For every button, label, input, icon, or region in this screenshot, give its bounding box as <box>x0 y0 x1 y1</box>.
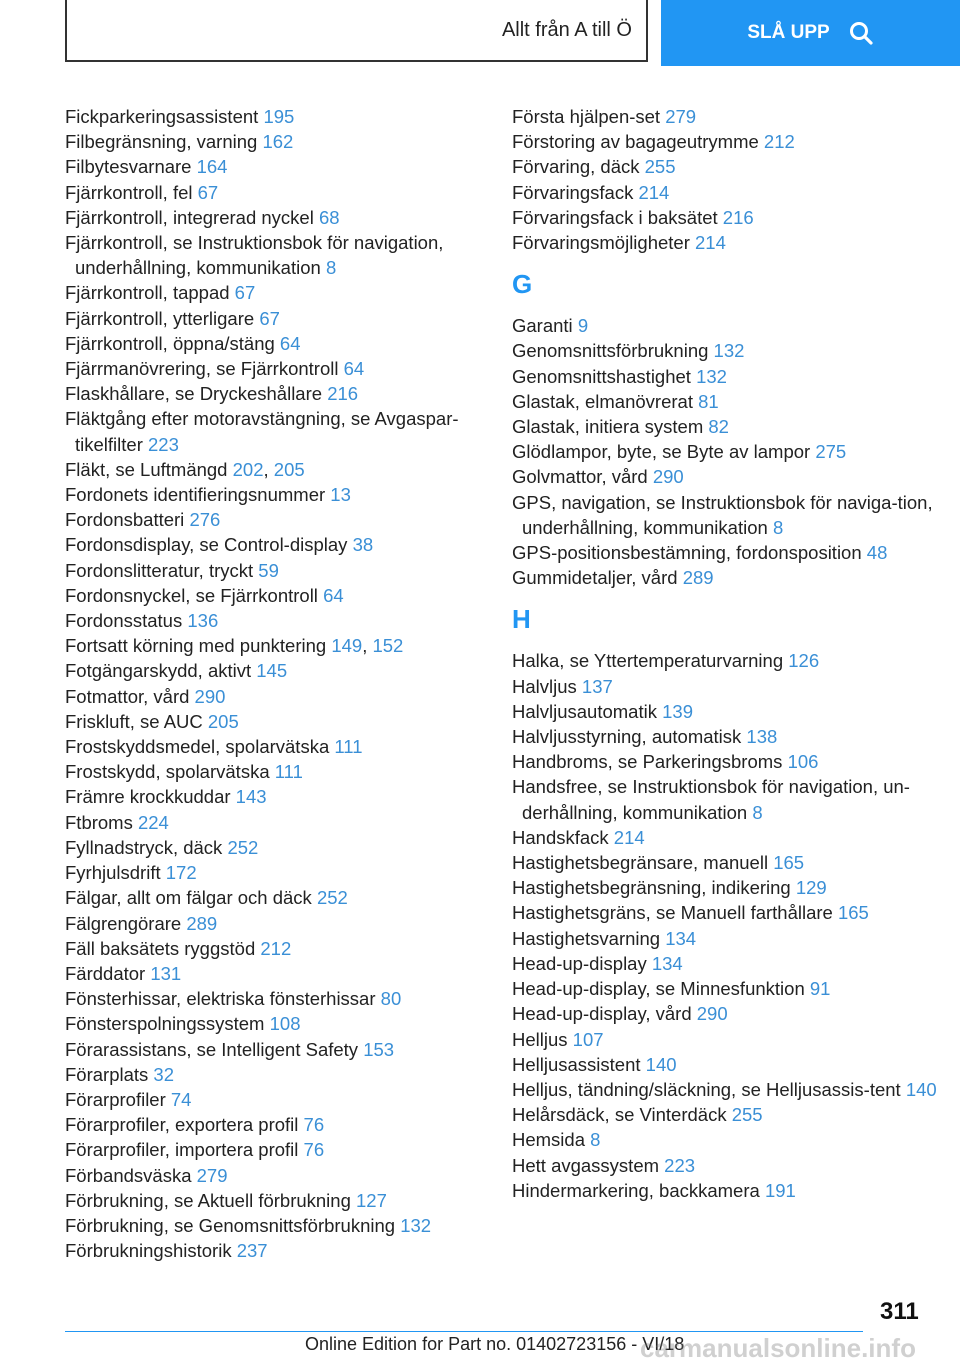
index-entry <box>512 439 952 464</box>
page-reference-link[interactable]: 8 <box>752 801 763 823</box>
index-entry-text: Fortsatt körning med punktering <box>65 635 327 657</box>
index-entry-text: Frostskydd, spolarvätska <box>65 761 270 783</box>
index-entry <box>65 180 505 205</box>
index-entry-text: Fotmattor, vård <box>65 685 190 707</box>
page-reference-link[interactable]: 216 <box>722 206 754 228</box>
page-reference-link[interactable]: 126 <box>788 650 820 672</box>
index-entry-text: Förbrukning, se Aktuell förbrukning <box>65 1189 351 1211</box>
index-entry-text: Förbandsväska <box>65 1164 192 1186</box>
page-reference-link[interactable]: 64 <box>279 332 301 354</box>
index-entry-text: Genomsnittsförbrukning <box>512 340 709 362</box>
page-reference-link[interactable]: 74 <box>170 1088 192 1110</box>
index-entry <box>65 1188 505 1213</box>
index-entry-text: Gummidetaljer, vård <box>512 567 678 589</box>
index-column-right <box>512 104 952 1203</box>
page-reference-link[interactable]: 59 <box>258 559 279 581</box>
index-entry-text: Fickparkeringsassistent <box>65 106 259 127</box>
index-entry <box>512 313 952 338</box>
page-reference-link[interactable]: 290 <box>696 1003 728 1025</box>
index-entry-text: Hindermarkering, backkamera <box>512 1179 760 1201</box>
index-entry <box>65 1087 505 1112</box>
index-entry-text: Golvmattor, vård <box>512 466 648 488</box>
page-reference-link[interactable]: 134 <box>665 927 697 949</box>
index-entry <box>65 104 505 129</box>
index-entry-text: Förstoring av bagageutrymme <box>512 131 759 153</box>
page-reference-link[interactable]: 290 <box>194 685 226 707</box>
page-reference-link[interactable]: 107 <box>572 1028 604 1050</box>
page-reference-link[interactable]: 134 <box>651 952 683 974</box>
index-entry-text: Hemsida <box>512 1129 585 1151</box>
index-entry <box>512 1127 952 1152</box>
page-reference-link[interactable]: 9 <box>577 315 589 337</box>
page-reference-link[interactable]: 111 <box>334 736 363 758</box>
index-entry <box>512 1077 952 1102</box>
index-entry <box>512 951 952 976</box>
index-entry <box>512 414 952 439</box>
page-reference-link[interactable]: 145 <box>256 660 288 682</box>
index-entry <box>512 774 952 824</box>
page-reference-link[interactable]: 152 <box>372 635 404 657</box>
index-entry <box>65 734 505 759</box>
page-reference-link[interactable]: 137 <box>581 675 613 697</box>
page-reference-link[interactable]: 138 <box>746 726 778 748</box>
index-entry <box>65 280 505 305</box>
page-reference-link[interactable]: 106 <box>787 751 819 773</box>
index-entry-text: Förarprofiler <box>65 1088 166 1110</box>
index-entry <box>65 1213 505 1238</box>
index-entry-text: Frostskyddsmedel, spolarvätska <box>65 736 330 758</box>
index-entry <box>65 558 505 583</box>
page-reference-link[interactable]: 67 <box>234 282 256 304</box>
index-entry <box>65 961 505 986</box>
index-entry-text: Förvaring, däck <box>512 156 640 178</box>
index-entry-text: Hastighetsvarning <box>512 927 661 949</box>
index-entry <box>65 759 505 784</box>
index-section-letter: G <box>512 269 533 300</box>
index-entry-text: Fönsterhissar, elektriska fönsterhissar <box>65 988 376 1010</box>
page-reference-link[interactable]: 172 <box>165 862 197 884</box>
index-entry <box>65 381 505 406</box>
page-reference-link[interactable]: 48 <box>866 542 888 564</box>
index-entry-text: Fläktgång efter motoravstängning, se Avgaspar-tikelfilter <box>65 408 459 455</box>
page-reference-link[interactable]: 127 <box>356 1189 387 1211</box>
top-navigation <box>0 0 960 66</box>
index-entry-text: Hett avgassystem <box>512 1154 660 1176</box>
index-entry-text: GPS-positionsbestämning, fordonsposition <box>512 542 862 564</box>
page-reference-link[interactable]: 132 <box>713 340 745 362</box>
index-entry <box>512 825 952 850</box>
index-entry-text: Halka, se Yttertemperaturvarning <box>512 650 784 672</box>
footer-edition: Online Edition for Part no. 01402723156 - VI/18 <box>305 1334 685 1354</box>
index-entry-text: Förarprofiler, exportera profil <box>65 1114 299 1136</box>
index-entry <box>512 674 952 699</box>
index-entry <box>512 129 952 154</box>
index-entry-text: Genomsnittshastighet <box>512 365 691 387</box>
index-entry <box>65 911 505 936</box>
index-entry <box>65 1037 505 1062</box>
index-entry <box>65 986 505 1011</box>
page-reference-link[interactable]: 129 <box>795 877 827 899</box>
index-entry <box>512 364 952 389</box>
page-reference-link[interactable]: 279 <box>665 106 697 127</box>
page-reference-link[interactable]: 205 <box>207 710 239 732</box>
index-entry-text: Förbrukningshistorik <box>65 1240 232 1262</box>
index-entry-text: Fotgängarskydd, aktivt <box>65 660 252 682</box>
index-entry <box>512 154 952 179</box>
index-entry <box>512 648 952 673</box>
page-reference-link[interactable]: 76 <box>303 1139 325 1161</box>
index-entry-text: Filbegränsning, varning <box>65 131 258 153</box>
index-entry-text: Helljus <box>512 1028 568 1050</box>
index-entry-text: Fjärrkontroll, tappad <box>65 282 230 304</box>
index-entry-text: Förarplats <box>65 1063 149 1085</box>
page-reference-link[interactable]: 164 <box>196 156 228 178</box>
index-entry-text: Halvljusstyrning, automatisk <box>512 726 742 748</box>
page-reference-link[interactable]: 67 <box>259 307 280 329</box>
page-reference-link[interactable]: 276 <box>189 509 221 531</box>
page-reference-link[interactable]: 202 <box>232 458 264 480</box>
index-entry-text: Förarprofiler, importera profil <box>65 1139 299 1161</box>
page-reference-link[interactable]: 140 <box>645 1053 677 1075</box>
index-entry-text: Head-up-display, vård <box>512 1003 692 1025</box>
page-reference-link[interactable]: 13 <box>330 484 351 506</box>
index-entry-text: GPS, navigation, se Instruktionsbok för naviga-tion, underhållning, kommunikation <box>512 491 933 538</box>
index-entry-text: Fordonsdisplay, se Control-display <box>65 534 348 556</box>
search-icon <box>848 20 874 46</box>
index-entry <box>65 1011 505 1036</box>
index-entry-text: Förvaringsmöjligheter <box>512 232 690 254</box>
page-reference-link[interactable]: 38 <box>352 534 374 556</box>
index-entry-text: Hastighetsgräns, se Manuell farthållare <box>512 902 833 924</box>
index-entry <box>65 1137 505 1162</box>
index-entry <box>65 583 505 608</box>
index-entry <box>65 482 505 507</box>
index-entry <box>65 1112 505 1137</box>
page-reference-link[interactable]: 214 <box>638 181 670 203</box>
index-entry-text: Helljus, tändning/släckning, se Helljusassis-tent <box>512 1078 901 1100</box>
index-entry <box>65 154 505 179</box>
index-entry <box>65 860 505 885</box>
index-entry <box>512 699 952 724</box>
page-reference-link[interactable]: 143 <box>235 786 267 808</box>
page-reference-link[interactable]: 252 <box>316 887 348 909</box>
page-reference-link[interactable]: 237 <box>236 1240 268 1262</box>
index-entry-text: Fordonsbatteri <box>65 509 185 531</box>
index-entry <box>65 810 505 835</box>
page-reference-link[interactable]: 214 <box>613 826 645 848</box>
index-entry <box>65 684 505 709</box>
page-reference-link[interactable]: 195 <box>263 106 295 127</box>
index-entry-text: Flaskhållare, se Dryckeshållare <box>65 383 323 405</box>
search-button-label: SLÅ UPP <box>747 22 830 43</box>
index-entry-text: Fönsterspolningssystem <box>65 1013 265 1035</box>
index-entry-text: Förbrukning, se Genomsnittsförbrukning <box>65 1214 396 1236</box>
page-reference-link[interactable]: 216 <box>327 383 359 405</box>
index-entry-text: Förvaringsfack <box>512 181 634 203</box>
index-entry <box>65 1062 505 1087</box>
page-reference-link[interactable]: 223 <box>148 433 179 455</box>
index-entry <box>512 464 952 489</box>
index-entry-text: Halvljus <box>512 675 577 697</box>
index-entry <box>512 389 952 414</box>
page-reference-link[interactable]: 153 <box>363 1038 395 1060</box>
index-entry <box>512 1102 952 1127</box>
index-entry <box>512 1052 952 1077</box>
index-entry-text: Fjärrkontroll, se Instruktionsbok för navigation, underhållning, kommunikation <box>65 232 444 279</box>
index-entry <box>65 784 505 809</box>
index-entry <box>512 900 952 925</box>
page-reference-link[interactable]: 165 <box>773 852 805 874</box>
page-reference-link[interactable]: 212 <box>260 937 292 959</box>
page-reference-link[interactable]: 76 <box>303 1114 325 1136</box>
index-entry <box>512 976 952 1001</box>
index-entry <box>512 1001 952 1026</box>
index-entry-text: Helårsdäck, se Vinterdäck <box>512 1104 727 1126</box>
index-entry: Fläkt, se Luftmängd 202, 205 <box>65 458 305 480</box>
index-entry <box>65 129 505 154</box>
index-entry <box>65 885 505 910</box>
index-section-letter: H <box>512 604 531 635</box>
index-entry-text: Förarassistans, se Intelligent Safety <box>65 1038 359 1060</box>
index-entry-text: Hastighetsbegränsare, manuell <box>512 852 769 874</box>
page-reference-link[interactable]: 191 <box>764 1179 796 1201</box>
page-reference-link[interactable]: 223 <box>664 1154 696 1176</box>
index-entry <box>65 406 505 456</box>
index-entry-text: Fordonets identifieringsnummer <box>65 484 326 506</box>
page-reference-link[interactable]: 139 <box>662 700 693 722</box>
index-entry <box>512 1027 952 1052</box>
index-entry-text: Fälgrengörare <box>65 912 182 934</box>
index-entry-text: Glastak, elmanövrerat <box>512 390 693 412</box>
page-reference-link[interactable]: 252 <box>227 836 259 858</box>
index-entry-text: Fjärrkontroll, integrerad nyckel <box>65 206 314 228</box>
index-entry <box>512 850 952 875</box>
index-entry <box>512 724 952 749</box>
index-entry-text: Fyllnadstryck, däck <box>65 836 223 858</box>
index-entry-text: Främre krockkuddar <box>65 786 231 808</box>
page-reference-link[interactable]: 67 <box>197 181 219 203</box>
index-entry <box>65 1238 505 1263</box>
index-entry <box>65 709 505 734</box>
page-reference-link[interactable]: 111 <box>274 761 303 783</box>
index-entry-text: Halvljusautomatik <box>512 700 657 722</box>
page-reference-link[interactable]: 136 <box>187 610 219 632</box>
page-reference-link[interactable]: 149 <box>331 635 363 657</box>
index-entry <box>512 490 952 540</box>
page-reference-link[interactable]: 132 <box>696 365 727 387</box>
index-entry <box>65 1163 505 1188</box>
index-entry-text: Hastighetsbegränsning, indikering <box>512 877 791 899</box>
index-entry <box>512 205 952 230</box>
index-entry <box>65 658 505 683</box>
index-entry <box>512 875 952 900</box>
footer-divider <box>65 1331 863 1332</box>
page-reference-link[interactable]: 279 <box>196 1164 228 1186</box>
index-entry-text: Fordonsstatus <box>65 610 183 632</box>
page-reference-link[interactable]: 205 <box>273 458 305 480</box>
index-entry-text: Fjärrkontroll, ytterligare <box>65 307 255 329</box>
index-entry <box>65 306 505 331</box>
index-entry-text: Garanti <box>512 315 573 337</box>
index-column-left <box>65 104 505 1263</box>
page-reference-link[interactable]: 162 <box>262 131 294 153</box>
page-reference-link[interactable]: 108 <box>269 1013 301 1035</box>
index-entry <box>65 205 505 230</box>
page-reference-link[interactable]: 8 <box>772 516 784 538</box>
index-entry <box>65 608 505 633</box>
index-entry-text: Fjärrmanövrering, se Fjärrkontroll <box>65 358 339 380</box>
watermark: carmanualsonline.info <box>640 1333 916 1363</box>
index-entry <box>512 104 952 129</box>
page-reference-link[interactable]: 275 <box>815 441 847 463</box>
page-reference-link[interactable]: 212 <box>763 131 795 153</box>
index-entry <box>65 507 505 532</box>
search-button[interactable] <box>661 0 960 66</box>
index-entry <box>512 1178 952 1203</box>
index-entry <box>512 338 952 363</box>
page-reference-link[interactable]: 131 <box>150 962 182 984</box>
page-reference-link[interactable]: 32 <box>153 1063 174 1085</box>
index-entry-text: Fjärrkontroll, öppna/stäng <box>65 332 275 354</box>
page-reference-link[interactable]: 8 <box>325 257 337 279</box>
index-entry <box>65 331 505 356</box>
index-entry-text: Fordonsnyckel, se Fjärrkontroll <box>65 584 318 606</box>
index-entry <box>512 1153 952 1178</box>
index-entry-text: Fläkt, se Luftmängd <box>65 458 228 480</box>
index-entry <box>65 230 505 280</box>
page-reference-link[interactable]: 80 <box>380 988 402 1010</box>
tab-index-label: Allt från A till Ö <box>501 18 632 41</box>
index-entry-text: Glastak, initiera system <box>512 416 704 438</box>
page-reference-link[interactable]: 255 <box>731 1104 763 1126</box>
index-entry-text: Handsfree, se Instruktionsbok för navigation, un-derhållning, kommunikation <box>512 776 910 823</box>
index-entry <box>512 230 952 255</box>
index-entry <box>65 835 505 860</box>
index-entry <box>65 356 505 381</box>
index-entry <box>512 749 952 774</box>
page-reference-link[interactable]: 132 <box>400 1214 432 1236</box>
index-entry-text: Fäll baksätets ryggstöd <box>65 937 256 959</box>
index-entry-text: Filbytesvarnare <box>65 156 192 178</box>
page-number: 311 <box>880 1298 919 1325</box>
page-reference-link[interactable]: 214 <box>695 232 726 254</box>
index-entry-text: Head-up-display <box>512 952 647 974</box>
index-entry <box>65 532 505 557</box>
index-entry <box>512 180 952 205</box>
index-entry <box>512 540 952 565</box>
index-entry-text: Friskluft, se AUC <box>65 710 203 732</box>
index-entry-text: Helljusassistent <box>512 1053 641 1075</box>
index-entry-text: Glödlampor, byte, se Byte av lampor <box>512 441 811 463</box>
index-entry-text: Fälgar, allt om fälgar och däck <box>65 887 312 909</box>
index-entry-text: Första hjälpen-set <box>512 106 661 127</box>
page-reference-link[interactable]: 255 <box>644 156 676 178</box>
tab-index-a-to-o[interactable] <box>65 0 648 62</box>
index-entry: Fortsatt körning med punktering 149, 152 <box>65 635 404 657</box>
index-entry-text: Head-up-display, se Minnesfunktion <box>512 978 805 1000</box>
index-entry-text: Handbroms, se Parkeringsbroms <box>512 751 783 773</box>
page-reference-link[interactable]: 289 <box>682 567 714 589</box>
index-entry-text: Ftbroms <box>65 811 133 833</box>
index-entry-text: Färddator <box>65 962 146 984</box>
index-entry-text: Fordonslitteratur, tryckt <box>65 559 254 581</box>
page-reference-link[interactable]: 8 <box>590 1129 601 1151</box>
index-entry <box>512 565 952 590</box>
page-reference-link[interactable]: 165 <box>837 902 869 924</box>
page-reference-link[interactable]: 82 <box>708 416 729 438</box>
index-entry-text: Handskfack <box>512 826 609 848</box>
page-reference-link[interactable]: 91 <box>809 978 831 1000</box>
page-reference-link[interactable]: 68 <box>318 206 340 228</box>
index-entry-text: Fyrhjulsdrift <box>65 862 161 884</box>
index-entry <box>65 936 505 961</box>
page-reference-link[interactable]: 289 <box>186 912 218 934</box>
page-reference-link[interactable]: 64 <box>343 358 365 380</box>
page-reference-link[interactable]: 64 <box>323 584 344 606</box>
page-reference-link[interactable]: 140 <box>905 1078 937 1100</box>
index-entry-text: Fjärrkontroll, fel <box>65 181 193 203</box>
page-reference-link[interactable]: 290 <box>652 466 684 488</box>
index-entry <box>512 926 952 951</box>
page-reference-link[interactable]: 224 <box>137 811 169 833</box>
index-entry-text: Förvaringsfack i baksätet <box>512 206 718 228</box>
page-reference-link[interactable]: 81 <box>698 390 719 412</box>
